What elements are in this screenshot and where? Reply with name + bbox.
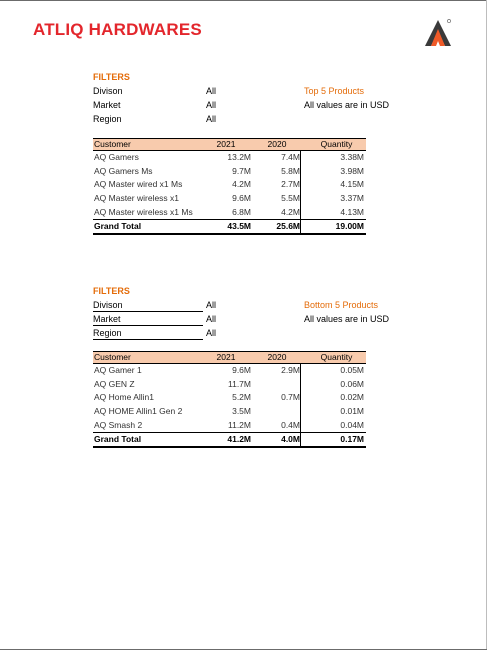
filter-label: Market xyxy=(93,100,121,110)
cell-2020: 5.8M xyxy=(281,165,300,176)
filter-value[interactable]: All xyxy=(206,100,217,110)
report-title: Bottom 5 Products xyxy=(304,300,379,310)
cell-quantity: 4.13M xyxy=(340,206,364,217)
cell-2020: 0.4M xyxy=(281,419,300,430)
atliq-logo-icon xyxy=(423,18,453,48)
brand-title: ATLIQ HARDWARES xyxy=(33,20,202,39)
grand-total-row xyxy=(93,432,366,448)
filter-label: Region xyxy=(93,114,122,124)
cell-customer: AQ HOME Allin1 Gen 2 xyxy=(94,406,183,417)
cell-2021: 5.2M xyxy=(232,392,251,403)
total-2020: 4.0M xyxy=(281,434,300,445)
column-header-2021[interactable]: 2021 xyxy=(216,139,236,149)
total-2021: 41.2M xyxy=(227,434,251,445)
filters-title: FILTERS xyxy=(93,72,130,82)
column-header-2020[interactable]: 2020 xyxy=(267,139,287,149)
column-header-2020[interactable]: 2020 xyxy=(267,352,287,362)
cell-2021: 13.2M xyxy=(227,152,251,162)
top-products-table xyxy=(93,138,366,235)
filter-row-region[interactable] xyxy=(93,326,393,340)
cell-2021: 9.6M xyxy=(232,365,251,375)
filter-value[interactable]: All xyxy=(206,314,217,324)
cell-2020: 5.5M xyxy=(281,193,300,204)
cell-2020: 0.7M xyxy=(281,392,300,403)
page-border-top xyxy=(0,0,487,1)
table-header xyxy=(93,138,366,151)
cell-customer: AQ Home Allin1 xyxy=(94,392,154,403)
cell-2021: 11.2M xyxy=(228,419,251,430)
cell-customer: AQ Gamers xyxy=(94,152,139,162)
cell-2021: 6.8M xyxy=(232,206,251,217)
cell-quantity: 3.37M xyxy=(340,193,364,204)
column-header-quantity[interactable]: Quantity xyxy=(320,139,353,149)
cell-customer: AQ Smash 2 xyxy=(94,419,143,430)
table-row xyxy=(93,419,366,433)
grand-total-label: Grand Total xyxy=(94,221,142,232)
filters-panel-bottom xyxy=(93,284,393,340)
total-2020: 25.6M xyxy=(276,221,300,232)
filter-label: Divison xyxy=(93,86,123,96)
total-quantity: 0.17M xyxy=(340,434,364,445)
table-row xyxy=(93,364,366,378)
cell-2021: 9.6M xyxy=(232,193,251,204)
column-header-customer[interactable]: Customer xyxy=(94,352,131,362)
table-row xyxy=(93,405,366,419)
filter-row-market[interactable] xyxy=(93,98,393,112)
filter-row-region[interactable] xyxy=(93,112,393,126)
total-quantity: 19.00M xyxy=(335,221,364,232)
cell-customer: AQ Gamers Ms xyxy=(94,165,153,176)
cell-quantity: 0.05M xyxy=(340,365,364,375)
table-row xyxy=(93,206,366,220)
table-row xyxy=(93,378,366,392)
column-header-customer[interactable]: Customer xyxy=(94,139,131,149)
table-row xyxy=(93,192,366,206)
cell-customer: AQ Master wireless x1 Ms xyxy=(94,206,193,217)
cell-2020: 2.9M xyxy=(281,365,300,375)
filter-value[interactable]: All xyxy=(206,86,217,96)
total-2021: 43.5M xyxy=(227,221,251,232)
cell-customer: AQ Master wired x1 Ms xyxy=(94,179,183,190)
column-header-2021[interactable]: 2021 xyxy=(216,352,236,362)
table-row xyxy=(93,151,366,165)
cell-quantity: 0.02M xyxy=(340,392,364,403)
cell-customer: AQ GEN Z xyxy=(94,378,135,389)
cell-2021: 3.5M xyxy=(232,406,251,417)
cell-quantity: 3.98M xyxy=(340,165,364,176)
table-header xyxy=(93,351,366,364)
cell-2021: 11.7M xyxy=(228,378,251,389)
table-row xyxy=(93,165,366,179)
cell-quantity: 4.15M xyxy=(340,179,364,190)
cell-2020: 4.2M xyxy=(281,206,300,217)
cell-quantity: 0.04M xyxy=(340,419,364,430)
cell-quantity: 3.38M xyxy=(340,152,364,162)
currency-note: All values are in USD xyxy=(304,100,390,110)
cell-2020: 2.7M xyxy=(281,179,300,190)
column-header-quantity[interactable]: Quantity xyxy=(320,352,353,362)
filter-label: Market xyxy=(93,312,203,326)
filter-label: Region xyxy=(93,326,203,340)
filter-value[interactable]: All xyxy=(206,328,217,338)
filter-value[interactable]: All xyxy=(206,300,217,310)
currency-note: All values are in USD xyxy=(304,314,390,324)
cell-2021: 4.2M xyxy=(232,179,251,190)
filter-value[interactable]: All xyxy=(206,114,217,124)
cell-quantity: 0.06M xyxy=(340,378,364,389)
bottom-products-table xyxy=(93,351,366,448)
report-title: Top 5 Products xyxy=(304,86,365,96)
cell-customer: AQ Gamer 1 xyxy=(94,365,142,375)
cell-2020: 7.4M xyxy=(281,152,300,162)
cell-customer: AQ Master wireless x1 xyxy=(94,193,180,204)
table-row xyxy=(93,178,366,192)
filters-panel-top xyxy=(93,70,393,126)
filter-label: Divison xyxy=(93,298,203,312)
cell-quantity: 0.01M xyxy=(340,406,364,417)
cell-2021: 9.7M xyxy=(232,165,251,176)
filter-row-division[interactable] xyxy=(93,84,393,98)
filter-row-market[interactable] xyxy=(93,312,393,326)
grand-total-label: Grand Total xyxy=(94,434,142,445)
filters-title: FILTERS xyxy=(93,286,130,296)
table-row xyxy=(93,391,366,405)
filter-row-division[interactable] xyxy=(93,298,393,312)
grand-total-row xyxy=(93,219,366,235)
